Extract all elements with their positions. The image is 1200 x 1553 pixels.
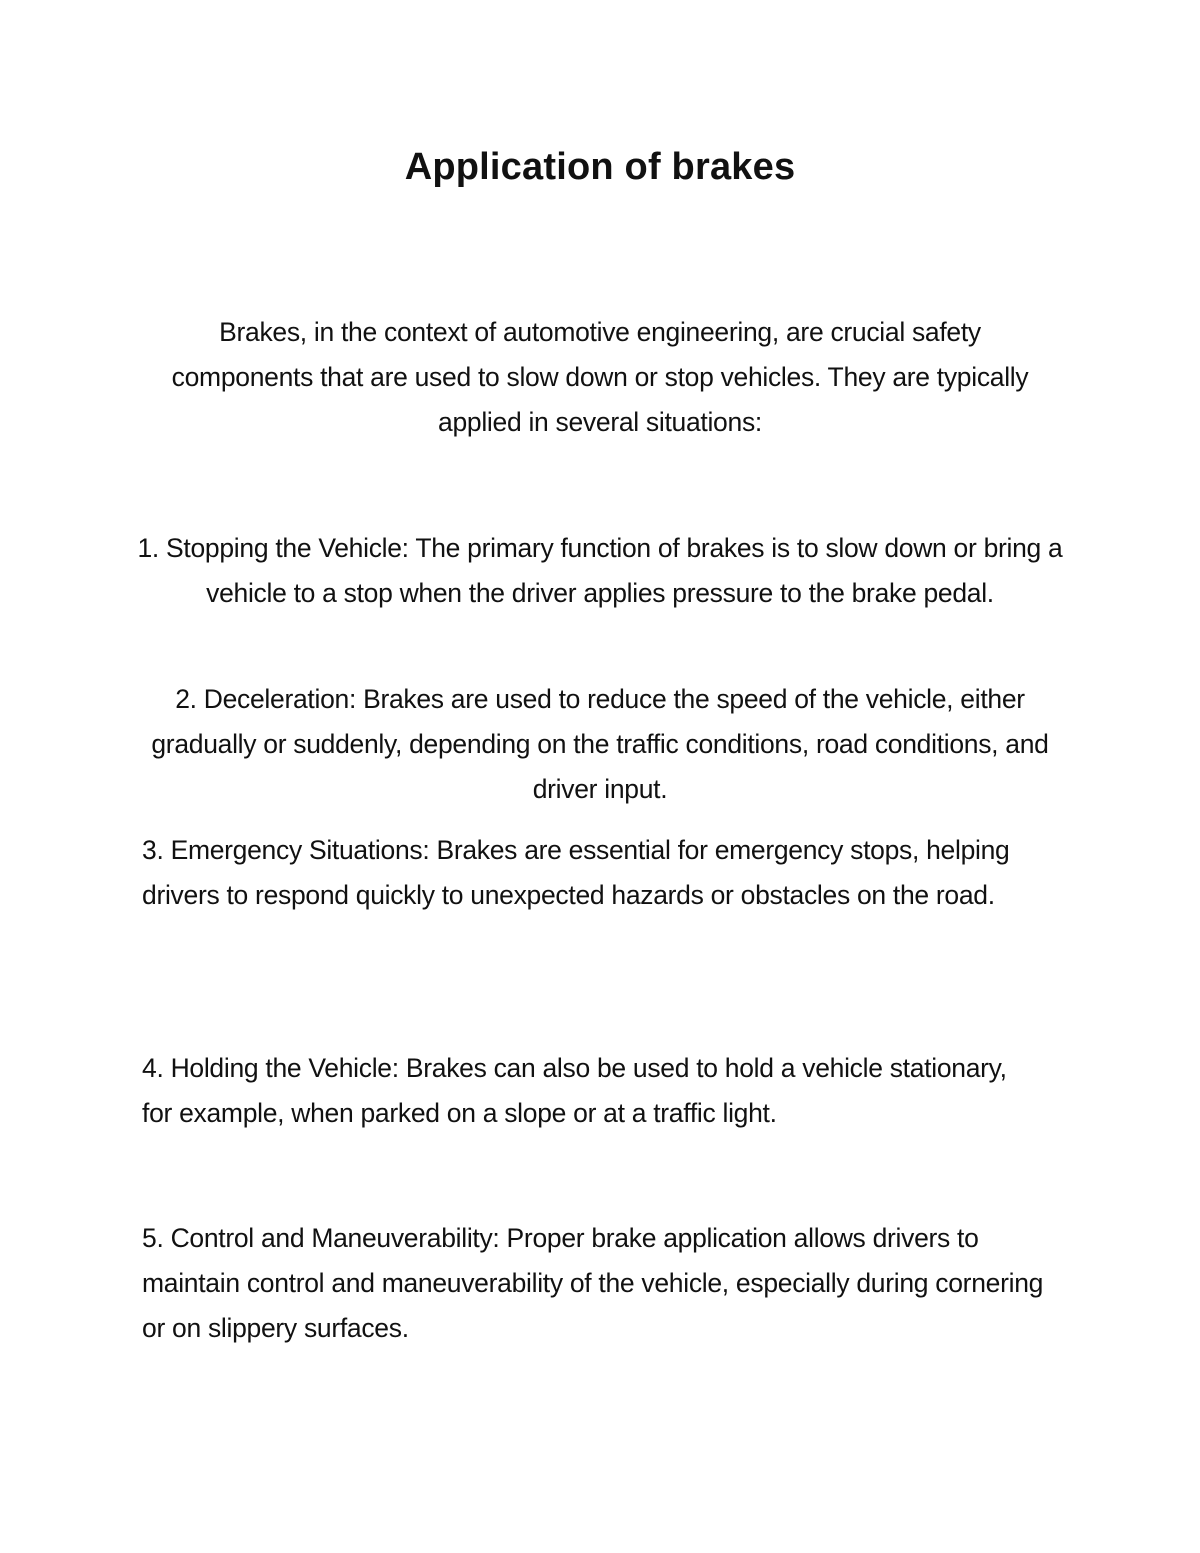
list-item-holding: 4. Holding the Vehicle: Brakes can also be used to hold a vehicle stationary, for example, when parked on a slope or at a traffic light.: [142, 1053, 1007, 1128]
list-item-stopping: 1. Stopping the Vehicle: The primary function of brakes is to slow down or bring a vehicle to a stop when the driver applies pressure to the brake pedal.: [137, 533, 1063, 608]
list-item-control: 5. Control and Maneuverability: Proper brake application allows drivers to maintain control and maneuverability of the vehicle, especially during cornering or on slippery surfaces.: [142, 1223, 1044, 1343]
intro-paragraph: Brakes, in the context of automotive engineering, are crucial safety components that are used to slow down or stop vehicles. They are typically applied in several situations:: [171, 317, 1029, 437]
document-title: Application of brakes: [404, 146, 796, 188]
list-item-deceleration: 2. Deceleration: Brakes are used to reduce the speed of the vehicle, either gradually or suddenly, depending on the traffic conditions, road conditions, and driver input.: [151, 684, 1049, 804]
list-item-emergency: 3. Emergency Situations: Brakes are essential for emergency stops, helping drivers to respond quickly to unexpected hazards or obstacles on the road.: [142, 835, 1010, 910]
